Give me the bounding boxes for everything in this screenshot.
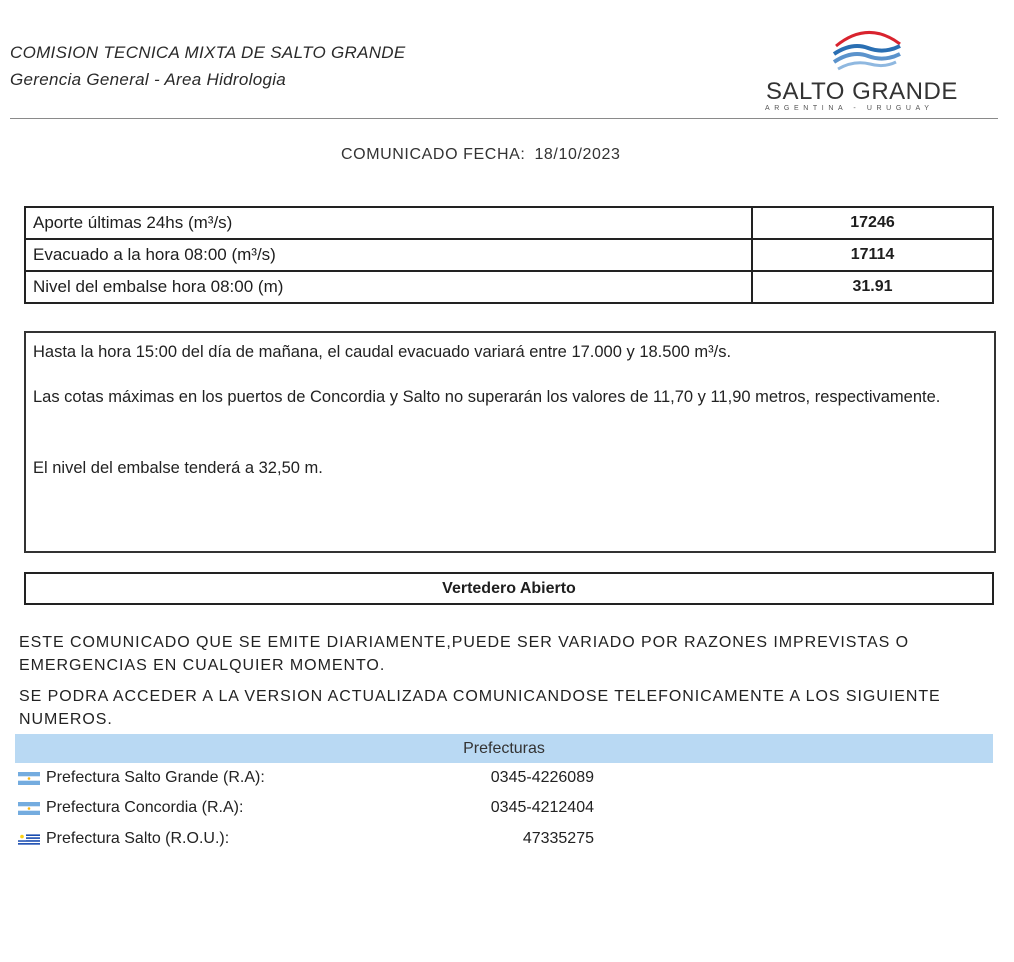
list-item xyxy=(18,767,998,791)
prefectura-phone[interactable]: 0345-4212404 xyxy=(490,799,594,816)
spillway-status: Vertedero Abierto xyxy=(24,572,994,605)
prefectura-name: Prefectura Concordia (R.A): xyxy=(46,799,244,816)
argentina-flag-icon xyxy=(18,802,40,815)
list-item xyxy=(18,828,998,852)
logo-subtitle: ARGENTINA - URUGUAY xyxy=(765,105,934,112)
argentina-flag-icon xyxy=(18,772,40,785)
organization-name: COMISION TECNICA MIXTA DE SALTO GRANDE xyxy=(10,43,406,62)
header-divider xyxy=(10,118,998,119)
comunicado-label: COMUNICADO FECHA: xyxy=(341,146,526,163)
prefectura-phone[interactable]: 47335275 xyxy=(522,830,594,847)
comunicado-date: 18/10/2023 xyxy=(534,146,621,163)
table-row xyxy=(25,239,993,271)
values-table xyxy=(24,206,994,304)
forecast-note: Las cotas máximas en los puertos de Concordia y Salto no superarán los valores de 11,70 y 11,90 metros, respectivamente. xyxy=(33,388,941,406)
forecast-notes-box xyxy=(24,331,996,553)
logo-wordmark: SALTO GRANDE xyxy=(766,78,958,105)
list-item xyxy=(18,797,998,821)
table-row xyxy=(25,207,993,239)
department-name: Gerencia General - Area Hidrologia xyxy=(10,70,287,89)
row-value: 31.91 xyxy=(752,271,993,303)
forecast-note: Hasta la hora 15:00 del día de mañana, el caudal evacuado variará entre 17.000 y 18.500 m³/s. xyxy=(33,343,732,361)
row-label: Aporte últimas 24hs (m³/s) xyxy=(25,207,752,239)
row-label: Evacuado a la hora 08:00 (m³/s) xyxy=(25,239,752,271)
contact-instructions: SE PODRA ACCEDER A LA VERSION ACTUALIZADA COMUNICANDOSE TELEFONICAMENTE A LOS SIGUIENTE NUMEROS. xyxy=(19,688,941,728)
disclaimer-text: ESTE COMUNICADO QUE SE EMITE DIARIAMENTE,PUEDE SER VARIADO POR RAZONES IMPREVISTAS O EMERGENCIAS EN CUALQUIER MOMENTO. xyxy=(19,634,909,674)
waves-icon xyxy=(830,24,905,76)
salto-grande-logo xyxy=(760,22,975,120)
row-value: 17246 xyxy=(752,207,993,239)
prefectura-phone[interactable]: 0345-4226089 xyxy=(490,769,594,786)
comunicado-date-line xyxy=(341,146,630,164)
row-value: 17114 xyxy=(752,239,993,271)
forecast-note: El nivel del embalse tenderá a 32,50 m. xyxy=(33,459,323,477)
prefectura-name: Prefectura Salto Grande (R.A): xyxy=(46,769,265,786)
table-row xyxy=(25,271,993,303)
row-label: Nivel del embalse hora 08:00 (m) xyxy=(25,271,752,303)
prefectura-name: Prefectura Salto (R.O.U.): xyxy=(46,830,230,847)
prefecturas-header: Prefecturas xyxy=(15,734,993,763)
uruguay-flag-icon xyxy=(18,833,40,846)
